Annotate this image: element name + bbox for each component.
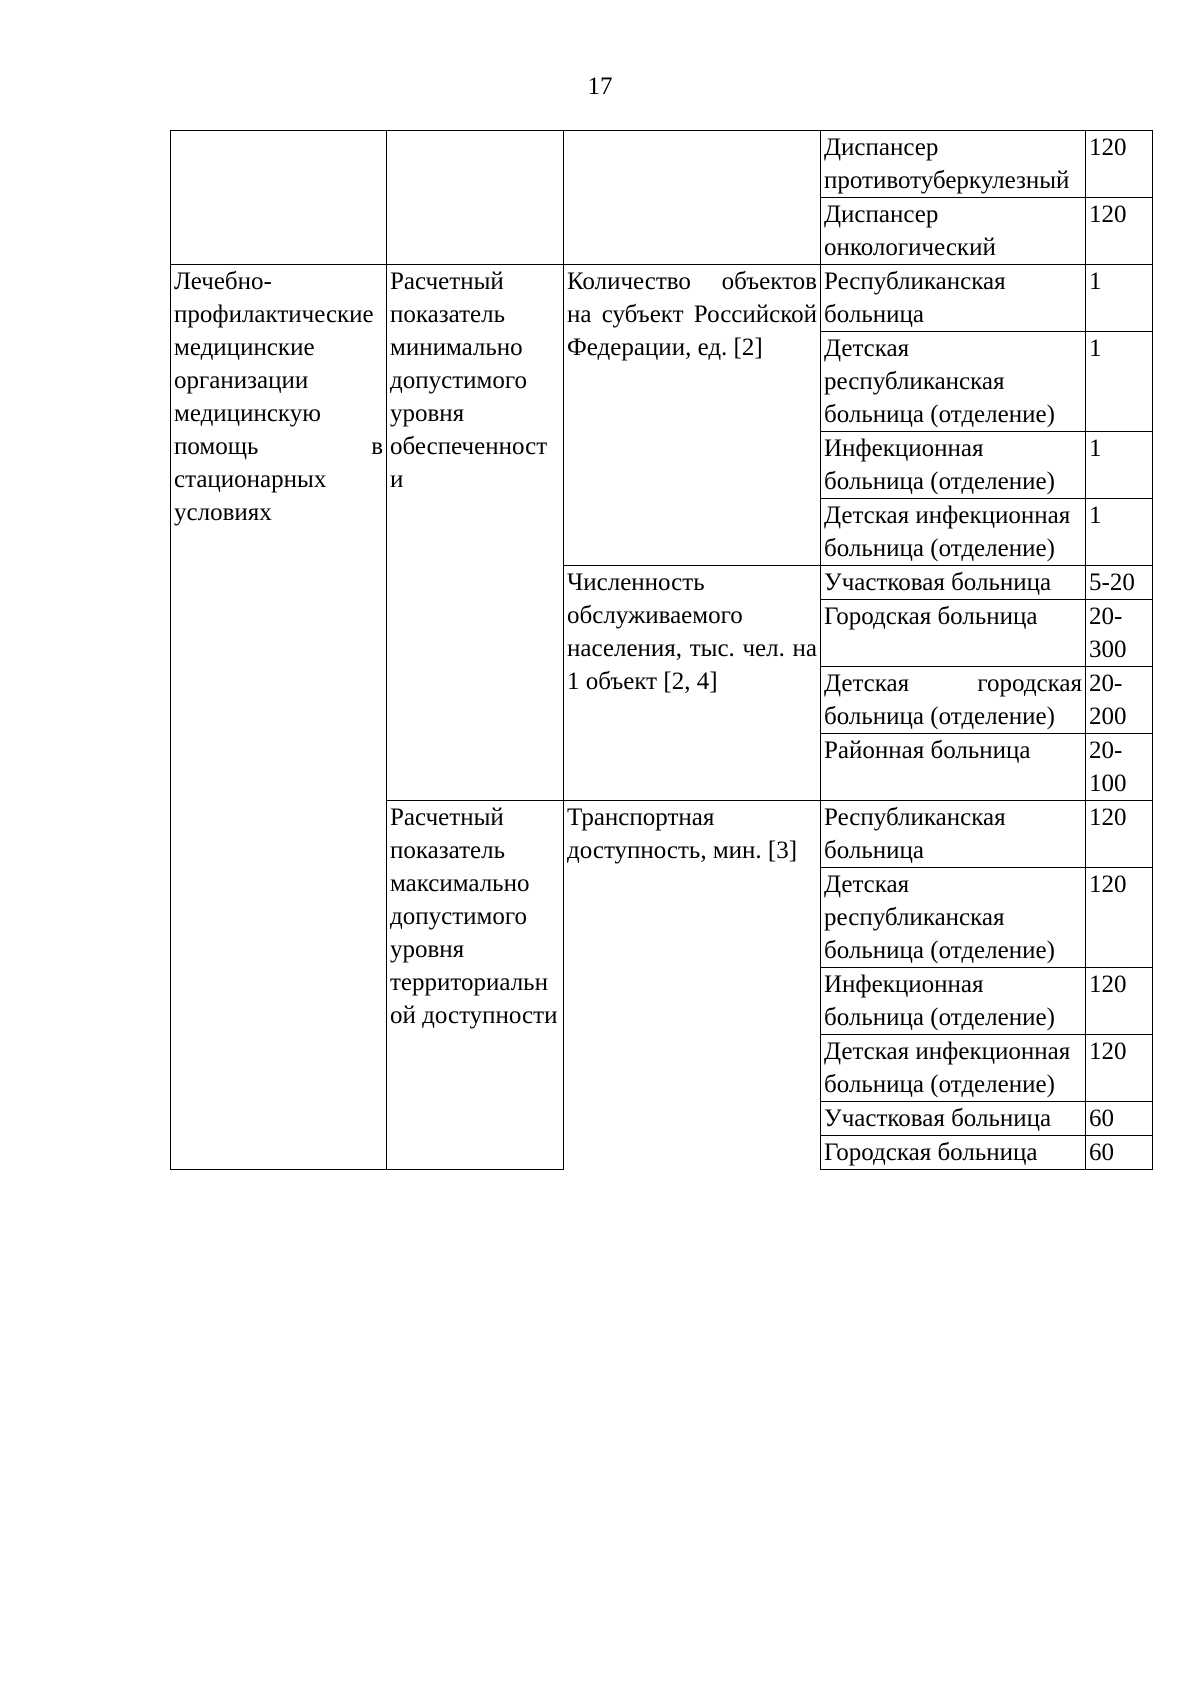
facility-cell: Республиканская больница — [821, 801, 1086, 868]
facility-cell: Детская инфекционная больница (отделение) — [821, 1035, 1086, 1102]
value-cell: 120 — [1086, 801, 1153, 868]
facility-cell: Республиканская больница — [821, 265, 1086, 332]
value-cell: 20-300 — [1086, 600, 1153, 667]
indicators-table — [170, 130, 1153, 1170]
facility-cell: Детская республиканская больница (отделение) — [821, 868, 1086, 968]
indicator-type-cell: Расчетный показатель максимально допустимого уровня территориальной доступности — [387, 801, 564, 1170]
indicator-type-cell-empty — [387, 131, 564, 265]
page-number: 17 — [587, 73, 613, 100]
facility-cell: Участковая больница — [821, 1102, 1086, 1136]
facility-cell: Районная больница — [821, 734, 1086, 801]
value-cell: 60 — [1086, 1102, 1153, 1136]
table-row — [171, 131, 1153, 198]
metric-cell: Численность обслуживаемого населения, тыс. чел. на 1 объект [2, 4] — [564, 566, 821, 801]
metric-cell: Количество объектов на субъект Российской Федерации, ед. [2] — [564, 265, 821, 566]
category-cell: Лечебно-профилактические медицинские организации медицинскую помощь в стационарных условиях — [171, 265, 387, 1170]
value-cell: 20-100 — [1086, 734, 1153, 801]
value-cell: 60 — [1086, 1136, 1153, 1170]
value-cell: 120 — [1086, 868, 1153, 968]
table-row — [171, 265, 1153, 332]
value-cell: 1 — [1086, 332, 1153, 432]
value-cell: 20-200 — [1086, 667, 1153, 734]
value-cell: 120 — [1086, 968, 1153, 1035]
value-cell: 120 — [1086, 131, 1153, 198]
facility-cell: Инфекционная больница (отделение) — [821, 968, 1086, 1035]
value-cell: 1 — [1086, 499, 1153, 566]
category-cell-empty — [171, 131, 387, 265]
facility-cell: Детская городская больница (отделение) — [821, 667, 1086, 734]
value-cell: 1 — [1086, 432, 1153, 499]
facility-cell: Участковая больница — [821, 566, 1086, 600]
value-cell: 120 — [1086, 198, 1153, 265]
facility-cell: Диспансер противотуберкулезный — [821, 131, 1086, 198]
facility-cell: Детская инфекционная больница (отделение) — [821, 499, 1086, 566]
value-cell: 120 — [1086, 1035, 1153, 1102]
facility-cell: Диспансер онкологический — [821, 198, 1086, 265]
indicator-type-cell: Расчетный показатель минимально допустимого уровня обеспеченности — [387, 265, 564, 801]
metric-cell: Транспортная доступность, мин. [3] — [564, 801, 821, 1170]
facility-cell: Детская республиканская больница (отделение) — [821, 332, 1086, 432]
facility-cell: Инфекционная больница (отделение) — [821, 432, 1086, 499]
facility-cell: Городская больница — [821, 1136, 1086, 1170]
facility-cell: Городская больница — [821, 600, 1086, 667]
value-cell: 5-20 — [1086, 566, 1153, 600]
value-cell: 1 — [1086, 265, 1153, 332]
metric-cell-empty — [564, 131, 821, 265]
